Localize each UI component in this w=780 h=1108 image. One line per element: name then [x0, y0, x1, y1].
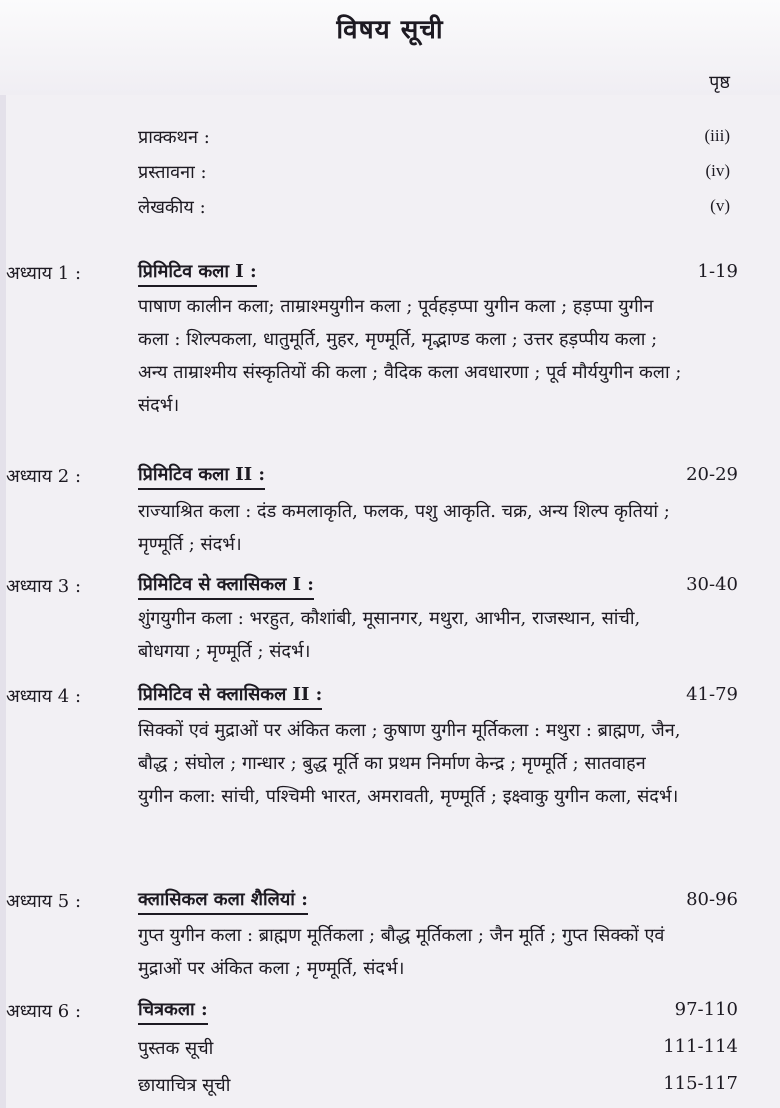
bibliography-pages: 111-114	[663, 1036, 738, 1057]
front-matter-label: प्राक्कथन :	[138, 127, 210, 148]
front-matter-page: (v)	[710, 196, 730, 215]
front-matter-page: (iv)	[705, 161, 730, 180]
chapter-pages: 97-110	[674, 999, 738, 1020]
chapter-label: अध्याय 4 :	[6, 686, 82, 707]
chapter-title: प्रिमिटिव से क्लासिकल II :	[138, 682, 322, 710]
chapter-title: क्लासिकल कला शैलियां :	[138, 887, 308, 915]
chapter-pages: 20-29	[686, 464, 738, 485]
chapter-title: प्रिमिटिव से क्लासिकल I :	[138, 572, 314, 600]
photo-list-label: छायाचित्र सूची	[138, 1075, 231, 1096]
chapter-pages: 1-19	[697, 261, 738, 282]
bibliography-label: पुस्तक सूची	[138, 1038, 214, 1059]
chapter-label: अध्याय 6 :	[6, 1001, 82, 1022]
chapter-label: अध्याय 1 :	[6, 263, 82, 284]
chapter-description: राज्याश्रित कला : दंड कमलाकृति, फलक, पशु आकृति. चक्र, अन्य शिल्प कृतियां ; मृण्मूर्ति ; संदर्भ।	[138, 501, 670, 555]
front-matter-label: लेखकीय :	[138, 197, 206, 218]
chapter-pages: 80-96	[686, 889, 738, 910]
page-left-edge	[0, 95, 6, 1108]
chapter-description: शुंगयुगीन कला : भरहुत, कौशांबी, मूसानगर, मथुरा, आभीन, राजस्थान, सांची, बोधगया ; मृण्मूर्ति ; संदर्भ।	[138, 608, 641, 662]
chapter-label: अध्याय 3 :	[6, 576, 82, 597]
chapter-title: चित्रकला :	[138, 997, 208, 1025]
front-matter-label: प्रस्तावना :	[138, 162, 207, 183]
page-title: विषय सूची	[336, 15, 444, 45]
chapter-title: प्रिमिटिव कला I :	[138, 259, 257, 287]
page-column-heading: पृष्ठ	[709, 72, 730, 93]
chapter-title: प्रिमिटिव कला II :	[138, 462, 265, 490]
photo-list-pages: 115-117	[663, 1073, 738, 1094]
chapter-label: अध्याय 2 :	[6, 466, 82, 487]
front-matter-page: (iii)	[704, 126, 730, 145]
chapter-pages: 41-79	[686, 684, 738, 705]
chapter-pages: 30-40	[686, 574, 738, 595]
chapter-description: पाषाण कालीन कला; ताम्राश्मयुगीन कला ; पूर्वहड़प्पा युगीन कला ; हड़प्पा युगीन कला : शिल्पकला, धातुमूर्ति, मुहर, मृण्मूर्ति, मृद्भाण्ड कला ; उत्तर हड़प्पीय कला ; अन्य ताम्राश्मीय संस्कृतियों की कला ; वैदिक कला अवधारणा ; पूर्व मौर्ययुगीन कला ; संदर्भ।	[138, 296, 682, 416]
chapter-description: सिक्कों एवं मुद्राओं पर अंकित कला ; कुषाण युगीन मूर्तिकला : मथुरा : ब्राह्मण, जैन, बौद्ध ; संघोल ; गान्धार ; बुद्ध मूर्ति का प्रथम निर्माण केन्द्र ; मृण्मूर्ति ; सातवाहन युगीन कला: सांची, पश्चिमी भारत, अमरावती, मृण्मूर्ति ; इक्ष्वाकु युगीन कला, संदर्भ।	[138, 720, 681, 807]
chapter-description: गुप्त युगीन कला : ब्राह्मण मूर्तिकला ; बौद्ध मूर्तिकला ; जैन मूर्ति ; गुप्त सिक्कों एवं मुद्राओं पर अंकित कला ; मृण्मूर्ति, संदर्भ।	[138, 925, 665, 979]
chapter-label: अध्याय 5 :	[6, 891, 82, 912]
